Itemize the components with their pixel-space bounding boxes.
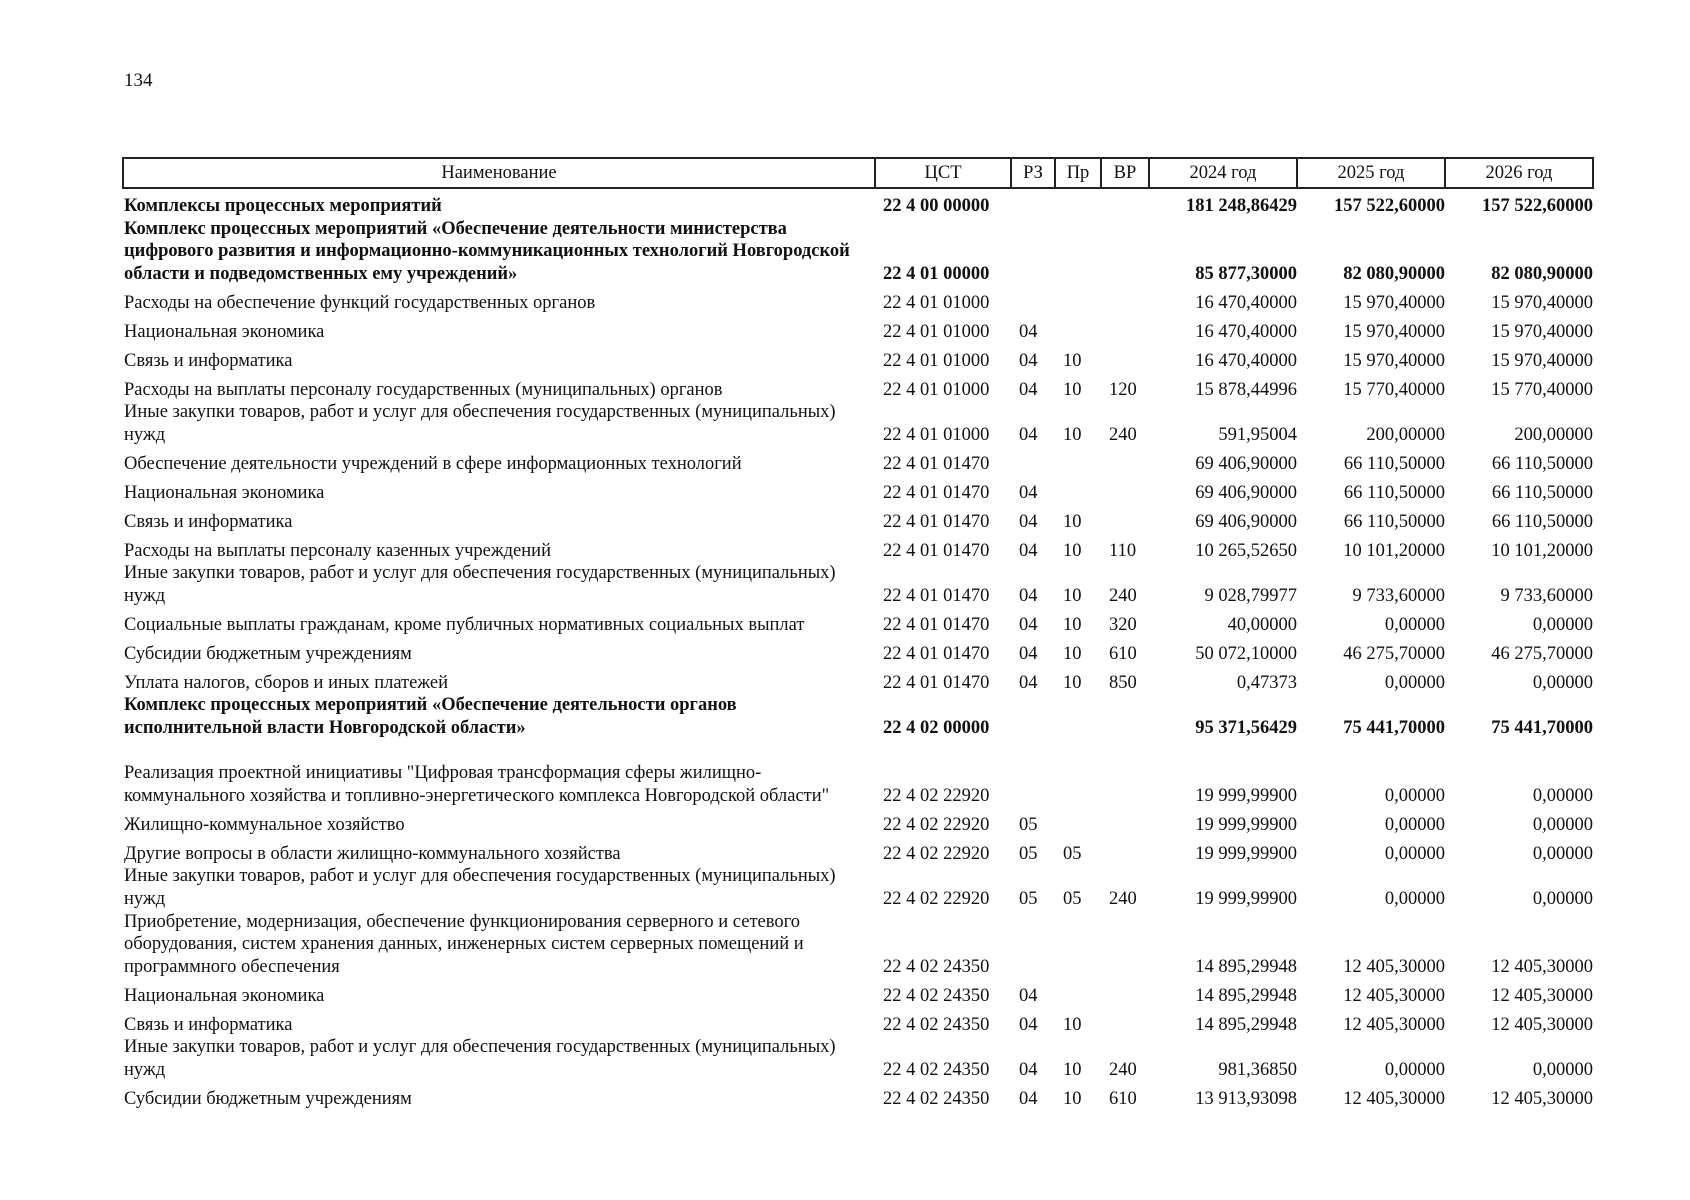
header-name: Наименование [123,158,875,188]
row-2025: 0,00000 [1384,1059,1445,1080]
row-name: Уплата налогов, сборов и иных платежей [124,672,449,693]
row-2024: 16 470,40000 [1195,321,1297,342]
row-2026: 0,00000 [1532,672,1593,693]
row-2024: 13 913,93098 [1195,1088,1297,1109]
row-name: Расходы на обеспечение функций государственных органов [124,292,596,313]
table-row [123,910,1593,978]
row-cst: 22 4 02 24350 [883,956,990,977]
row-2025: 200,00000 [1366,424,1445,445]
row-2024: 9 028,79977 [1204,585,1297,606]
row-2026: 15 970,40000 [1491,292,1593,313]
row-2026: 75 441,70000 [1491,717,1593,738]
row-cst: 22 4 01 01470 [883,511,990,532]
row-rz [1011,285,1055,314]
table-header [123,158,1593,188]
row-pr [1055,910,1101,978]
row-2024: 14 895,29948 [1195,956,1297,977]
header-2024: 2024 год [1149,158,1297,188]
row-pr [1055,739,1101,807]
row-pr: 10 [1063,540,1082,561]
row-name: Связь и информатика [124,350,293,371]
row-rz [1011,217,1055,285]
table-row [123,978,1593,1007]
row-pr: 10 [1063,379,1082,400]
row-name: Национальная экономика [124,482,325,503]
row-2026: 10 101,20000 [1491,540,1593,561]
row-2024: 14 895,29948 [1195,1014,1297,1035]
row-name: Расходы на выплаты персоналу казенных учреждений [124,540,551,561]
row-2025: 0,00000 [1384,672,1445,693]
row-2026: 0,00000 [1532,843,1593,864]
row-name: Национальная экономика [124,321,325,342]
row-vr: 240 [1109,888,1137,909]
row-vr: 610 [1109,643,1137,664]
row-2024: 40,00000 [1227,614,1297,635]
row-2026: 0,00000 [1532,785,1593,806]
table-row [123,188,1593,217]
row-2024: 10 265,52650 [1195,540,1297,561]
row-name: Другие вопросы в области жилищно-коммунального хозяйства [124,843,621,864]
table-row [123,401,1593,446]
row-vr [1101,1007,1149,1036]
table-row [123,1007,1593,1036]
row-2025: 12 405,30000 [1343,956,1445,977]
table-row [123,865,1593,910]
row-vr: 110 [1109,540,1137,561]
row-cst: 22 4 02 24350 [883,1014,990,1035]
row-2025: 0,00000 [1384,614,1445,635]
row-name: Иные закупки товаров, работ и услуг для обеспечения государственных (муниципальных) нужд [124,402,836,445]
row-name: Иные закупки товаров, работ и услуг для обеспечения государственных (муниципальных) нужд [124,563,836,606]
row-2024: 16 470,40000 [1195,292,1297,313]
row-vr [1101,807,1149,836]
row-vr: 850 [1109,672,1137,693]
row-cst: 22 4 01 01000 [883,379,990,400]
row-2025: 15 970,40000 [1343,321,1445,342]
row-cst: 22 4 01 01000 [883,321,990,342]
row-rz: 04 [1019,1088,1038,1109]
row-2024: 16 470,40000 [1195,350,1297,371]
row-2026: 0,00000 [1532,614,1593,635]
row-2024: 0,47373 [1236,672,1297,693]
table-row [123,739,1593,807]
row-2025: 66 110,50000 [1343,453,1445,474]
row-2026: 12 405,30000 [1491,985,1593,1006]
row-vr [1101,910,1149,978]
row-vr [1101,217,1149,285]
row-vr [1101,285,1149,314]
row-2026: 46 275,70000 [1491,643,1593,664]
row-rz: 04 [1019,424,1038,445]
row-name: Национальная экономика [124,985,325,1006]
row-2026: 15 970,40000 [1491,321,1593,342]
row-cst: 22 4 01 01000 [883,424,990,445]
table-row [123,607,1593,636]
row-2025: 15 970,40000 [1343,350,1445,371]
row-pr: 10 [1063,614,1082,635]
row-pr [1055,978,1101,1007]
row-cst: 22 4 02 22920 [883,843,990,864]
table-row [123,217,1593,285]
row-2025: 157 522,60000 [1334,195,1445,216]
row-rz: 04 [1019,482,1038,503]
row-2024: 19 999,99900 [1195,888,1297,909]
row-rz [1011,910,1055,978]
row-cst: 22 4 02 22920 [883,785,990,806]
row-2024: 14 895,29948 [1195,985,1297,1006]
row-vr [1101,446,1149,475]
row-2026: 0,00000 [1532,888,1593,909]
row-2025: 82 080,90000 [1343,263,1445,284]
row-2026: 0,00000 [1532,1059,1593,1080]
row-2026: 66 110,50000 [1491,511,1593,532]
row-pr [1055,188,1101,217]
row-name: Субсидии бюджетным учреждениям [124,643,412,664]
row-name: Обеспечение деятельности учреждений в сфере информационных технологий [124,453,742,474]
header-rz: РЗ [1011,158,1055,188]
row-2025: 15 970,40000 [1343,292,1445,313]
row-2026: 12 405,30000 [1491,1088,1593,1109]
row-rz: 04 [1019,985,1038,1006]
row-2025: 12 405,30000 [1343,1088,1445,1109]
row-2025: 0,00000 [1384,814,1445,835]
row-name: Социальные выплаты гражданам, кроме публичных нормативных социальных выплат [124,614,805,635]
row-rz: 05 [1019,888,1038,909]
row-cst: 22 4 01 01000 [883,350,990,371]
row-name: Жилищно-коммунальное хозяйство [124,814,405,835]
row-2025: 46 275,70000 [1343,643,1445,664]
row-rz [1011,694,1055,739]
row-pr: 05 [1063,888,1082,909]
row-cst: 22 4 02 24350 [883,1059,990,1080]
row-vr [1101,978,1149,1007]
page-number: 134 [124,70,153,91]
row-2025: 9 733,60000 [1352,585,1445,606]
row-cst: 22 4 01 01470 [883,585,990,606]
table-row [123,665,1593,694]
row-rz: 04 [1019,585,1038,606]
table-row [123,372,1593,401]
row-2024: 15 878,44996 [1195,379,1297,400]
budget-table [122,157,1594,1110]
row-cst: 22 4 00 00000 [883,195,990,216]
row-rz: 05 [1019,814,1038,835]
row-2026: 15 970,40000 [1491,350,1593,371]
row-2024: 69 406,90000 [1195,453,1297,474]
row-2026: 12 405,30000 [1491,956,1593,977]
row-2025: 15 770,40000 [1343,379,1445,400]
table-row [123,562,1593,607]
row-2026: 66 110,50000 [1491,482,1593,503]
table-row [123,807,1593,836]
row-2024: 19 999,99900 [1195,843,1297,864]
row-cst: 22 4 01 01470 [883,672,990,693]
row-2024: 95 371,56429 [1195,717,1297,738]
row-2024: 69 406,90000 [1195,511,1297,532]
row-2026: 66 110,50000 [1491,453,1593,474]
row-rz: 04 [1019,672,1038,693]
row-pr: 10 [1063,511,1082,532]
row-2026: 9 733,60000 [1500,585,1593,606]
row-2024: 19 999,99900 [1195,785,1297,806]
row-pr: 10 [1063,643,1082,664]
row-pr [1055,314,1101,343]
row-vr: 120 [1109,379,1137,400]
row-vr [1101,475,1149,504]
row-rz: 05 [1019,843,1038,864]
row-name: Субсидии бюджетным учреждениям [124,1088,412,1109]
row-2026: 82 080,90000 [1491,263,1593,284]
row-cst: 22 4 01 01470 [883,453,990,474]
row-2025: 66 110,50000 [1343,482,1445,503]
row-vr: 240 [1109,424,1137,445]
row-pr: 10 [1063,424,1082,445]
row-pr [1055,446,1101,475]
row-pr [1055,694,1101,739]
row-pr: 10 [1063,350,1082,371]
header-cst: ЦСТ [875,158,1011,188]
table-row [123,1036,1593,1081]
row-2025: 75 441,70000 [1343,717,1445,738]
row-2026: 12 405,30000 [1491,1014,1593,1035]
row-rz: 04 [1019,540,1038,561]
row-pr [1055,807,1101,836]
row-2025: 10 101,20000 [1343,540,1445,561]
row-vr [1101,836,1149,865]
row-pr: 10 [1063,585,1082,606]
row-2026: 0,00000 [1532,814,1593,835]
row-pr [1055,217,1101,285]
row-pr [1055,285,1101,314]
header-row [123,158,1593,188]
row-cst: 22 4 02 22920 [883,814,990,835]
header-vr: ВР [1101,158,1149,188]
row-name: Связь и информатика [124,1014,293,1035]
row-vr: 320 [1109,614,1137,635]
row-2025: 0,00000 [1384,843,1445,864]
row-name: Комплекс процессных мероприятий «Обеспечение деятельности органов исполнительной власти Новгородской области» [124,695,737,738]
row-rz [1011,739,1055,807]
row-name: Иные закупки товаров, работ и услуг для обеспечения государственных (муниципальных) нужд [124,866,836,909]
row-cst: 22 4 02 24350 [883,985,990,1006]
row-vr: 610 [1109,1088,1137,1109]
row-2024: 981,36850 [1218,1059,1297,1080]
row-rz: 04 [1019,379,1038,400]
row-vr: 240 [1109,1059,1137,1080]
table-row [123,636,1593,665]
row-vr [1101,188,1149,217]
row-2025: 12 405,30000 [1343,1014,1445,1035]
row-name: Связь и информатика [124,511,293,532]
row-rz: 04 [1019,614,1038,635]
row-pr: 10 [1063,1059,1082,1080]
table-row [123,1081,1593,1110]
row-cst: 22 4 02 22920 [883,888,990,909]
row-rz: 04 [1019,1059,1038,1080]
table-row [123,504,1593,533]
table-row [123,285,1593,314]
table-row [123,446,1593,475]
row-2025: 66 110,50000 [1343,511,1445,532]
row-name: Иные закупки товаров, работ и услуг для обеспечения государственных (муниципальных) нужд [124,1037,836,1080]
row-cst: 22 4 02 24350 [883,1088,990,1109]
row-cst: 22 4 02 00000 [883,717,990,738]
row-rz [1011,188,1055,217]
row-cst: 22 4 01 01470 [883,643,990,664]
row-2025: 12 405,30000 [1343,985,1445,1006]
header-pr: Пр [1055,158,1101,188]
row-name: Приобретение, модернизация, обеспечение функционирования серверного и сетевого оборудования, систем хранения данных, инженерных систем серверных помещений и программного обеспечения [124,911,804,977]
row-vr [1101,694,1149,739]
row-vr [1101,343,1149,372]
row-rz: 04 [1019,350,1038,371]
row-2024: 69 406,90000 [1195,482,1297,503]
row-2024: 19 999,99900 [1195,814,1297,835]
row-vr [1101,314,1149,343]
row-2024: 591,95004 [1218,424,1297,445]
table-row [123,475,1593,504]
row-vr [1101,504,1149,533]
table-row [123,694,1593,739]
row-rz: 04 [1019,643,1038,664]
row-2024: 85 877,30000 [1195,263,1297,284]
row-rz [1011,446,1055,475]
row-name: Реализация проектной инициативы "Цифровая трансформация сферы жилищно-коммунального хозяйства и топливно-энергетического комплекса Новгородской области" [124,763,830,806]
row-cst: 22 4 01 01470 [883,482,990,503]
row-pr: 10 [1063,1088,1082,1109]
row-pr: 05 [1063,843,1082,864]
table-row [123,836,1593,865]
row-vr: 240 [1109,585,1137,606]
table-row [123,343,1593,372]
row-2025: 0,00000 [1384,785,1445,806]
table-row [123,314,1593,343]
row-rz: 04 [1019,511,1038,532]
row-2026: 157 522,60000 [1482,195,1593,216]
header-2026: 2026 год [1445,158,1593,188]
row-2025: 0,00000 [1384,888,1445,909]
row-pr: 10 [1063,672,1082,693]
row-pr: 10 [1063,1014,1082,1035]
row-cst: 22 4 01 01470 [883,540,990,561]
row-2026: 200,00000 [1514,424,1593,445]
row-cst: 22 4 01 01470 [883,614,990,635]
row-2024: 181 248,86429 [1186,195,1297,216]
row-2026: 15 770,40000 [1491,379,1593,400]
row-name: Комплекс процессных мероприятий «Обеспечение деятельности министерства цифрового развития и информационно-коммуникационных технологий Новгородской области и подведомственных ему учреждений» [124,218,850,284]
table-row [123,533,1593,562]
row-name: Расходы на выплаты персоналу государственных (муниципальных) органов [124,379,723,400]
header-2025: 2025 год [1297,158,1445,188]
row-vr [1101,739,1149,807]
row-cst: 22 4 01 01000 [883,292,990,313]
table-body [123,188,1593,1110]
row-rz: 04 [1019,321,1038,342]
row-rz: 04 [1019,1014,1038,1035]
row-2024: 50 072,10000 [1195,643,1297,664]
row-pr [1055,475,1101,504]
row-name: Комплексы процессных мероприятий [124,195,442,216]
row-cst: 22 4 01 00000 [883,263,990,284]
